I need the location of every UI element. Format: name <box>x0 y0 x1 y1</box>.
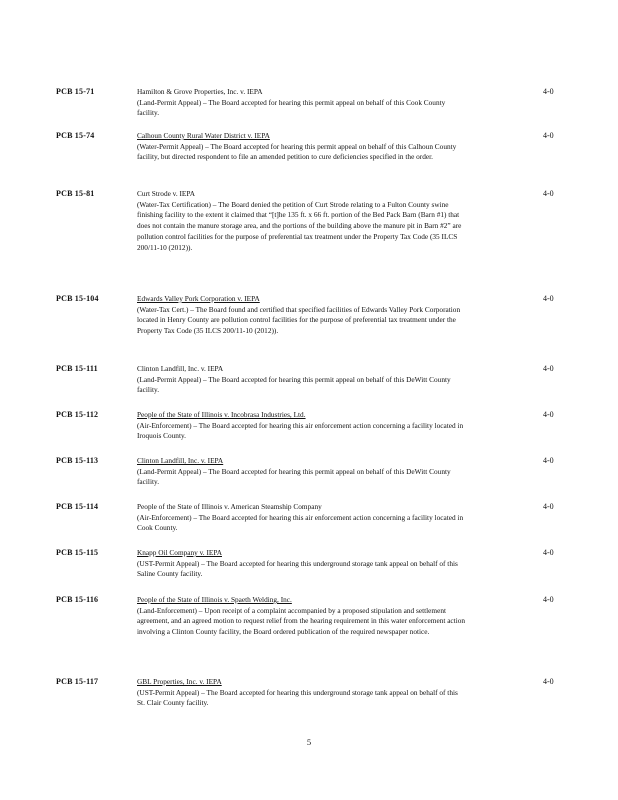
case-description: (Water-Permit Appeal) – The Board accepted for hearing this permit appeal on behalf of this Calhoun County facility, but directed respondent to file an amended petition to cure deficiencies specified in the order. <box>137 141 457 162</box>
case-summary <box>137 548 467 580</box>
case-number: PCB 15-81 <box>56 189 95 198</box>
case-number: PCB 15-74 <box>56 131 95 140</box>
case-title: Knapp Oil Company v. IEPA <box>137 548 222 557</box>
board-vote: 4-0 <box>543 595 554 604</box>
board-vote: 4-0 <box>543 677 554 686</box>
case-summary <box>137 294 467 337</box>
case-title: Curt Strode v. IEPA <box>137 189 196 198</box>
board-vote: 4-0 <box>543 548 554 557</box>
case-number: PCB 15-112 <box>56 410 99 419</box>
case-summary <box>137 456 467 488</box>
case-number: PCB 15-111 <box>56 364 98 373</box>
case-summary <box>137 410 467 442</box>
case-summary <box>137 677 467 709</box>
case-summary <box>137 131 467 163</box>
case-summary <box>137 502 467 534</box>
board-vote: 4-0 <box>543 410 554 419</box>
page-number: 5 <box>306 737 312 747</box>
board-vote: 4-0 <box>543 87 554 96</box>
case-title: Clinton Landfill, Inc. v. IEPA <box>137 364 224 373</box>
case-title: Edwards Valley Pork Corporation v. IEPA <box>137 294 260 303</box>
case-number: PCB 15-114 <box>56 502 99 511</box>
case-title: Clinton Landfill, Inc. v. IEPA <box>137 456 224 465</box>
case-description: (Water-Tax Cert.) – The Board found and certified that specified facilities of Edwards Valley Pork Corporation located in Henry County are pollution control facilities for the purpose of preferential tax treatment under the Property Tax Code (35 ILCS 200/11-10 (2012)). <box>137 304 461 336</box>
case-number: PCB 15-117 <box>56 677 99 686</box>
case-title: People of the State of Illinois v. American Steamship Company <box>137 502 322 511</box>
board-vote: 4-0 <box>543 456 554 465</box>
case-summary <box>137 595 467 638</box>
case-number: PCB 15-104 <box>56 294 99 303</box>
case-description: (Air-Enforcement) – The Board accepted for hearing this air enforcement action concerning a facility located in Cook County. <box>137 512 464 533</box>
case-description: (Land-Permit Appeal) – The Board accepted for hearing this permit appeal on behalf of this DeWitt County facility. <box>137 466 451 487</box>
case-title: People of the State of Illinois v. Spaeth Welding, Inc. <box>137 595 292 604</box>
board-vote: 4-0 <box>543 502 554 511</box>
case-summary <box>137 364 467 396</box>
board-vote: 4-0 <box>543 131 554 140</box>
case-number: PCB 15-115 <box>56 548 99 557</box>
board-vote: 4-0 <box>543 189 554 198</box>
case-title: Hamilton & Grove Properties, Inc. v. IEPA <box>137 87 263 96</box>
board-vote: 4-0 <box>543 294 554 303</box>
case-title: GBL Properties, Inc. v. IEPA <box>137 677 222 686</box>
case-description: (Water-Tax Certification) – The Board denied the petition of Curt Strode relating to a Fulton County swine finishing facility to the extent it claimed that “[t]he 135 ft. x 66 ft. portion of the Bed Pack Barn (Barn #1) that does not contain the manure storage area, and the portions of the building above the manure pit in Barn #2” are pollution control facilities for the purpose of preferential tax treatment under the Property Tax Code (35 ILCS 200/11-10 (2012)). <box>137 199 462 252</box>
case-title: Calhoun County Rural Water District v. IEPA <box>137 131 270 140</box>
case-title: People of the State of Illinois v. Incobrasa Industries, Ltd. <box>137 410 306 419</box>
case-description: (UST-Permit Appeal) – The Board accepted for hearing this underground storage tank appeal on behalf of this Saline County facility. <box>137 558 458 579</box>
board-vote: 4-0 <box>543 364 554 373</box>
case-summary <box>137 189 467 253</box>
case-description: (Land-Enforcement) – Upon receipt of a complaint accompanied by a proposed stipulation and settlement agreement, and an agreed motion to request relief from the hearing requirement in this water enforcement action involving a Clinton County facility, the Board ordered publication of the required newspaper notice. <box>137 605 466 637</box>
case-number: PCB 15-113 <box>56 456 99 465</box>
case-summary <box>137 87 467 119</box>
case-description: (Land-Permit Appeal) – The Board accepted for hearing this permit appeal on behalf of this DeWitt County facility. <box>137 374 451 395</box>
case-description: (Land-Permit Appeal) – The Board accepted for hearing this permit appeal on behalf of this Cook County facility. <box>137 97 446 118</box>
case-number: PCB 15-71 <box>56 87 95 96</box>
case-description: (Air-Enforcement) – The Board accepted for hearing this air enforcement action concerning a facility located in Iroquois County. <box>137 420 464 441</box>
case-description: (UST-Permit Appeal) – The Board accepted for hearing this underground storage tank appeal on behalf of this St. Clair County facility. <box>137 687 458 708</box>
case-number: PCB 15-116 <box>56 595 99 604</box>
